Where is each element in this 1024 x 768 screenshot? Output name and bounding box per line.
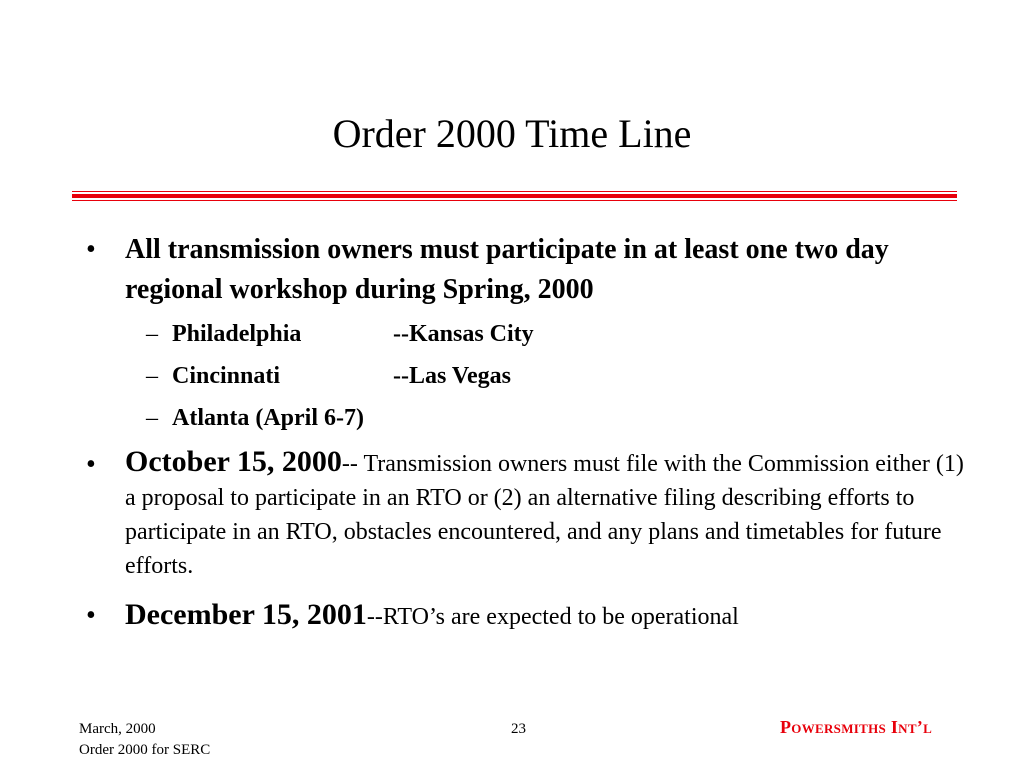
- bullet-october-deadline: [125, 445, 965, 583]
- bullet-date: October 15, 2000: [125, 445, 342, 478]
- title-divider-thick: [72, 194, 957, 198]
- sub-item-marker: –: [146, 405, 158, 431]
- sub-item-city: Philadelphia: [172, 321, 302, 347]
- title-divider-thin-top: [72, 191, 957, 192]
- footer-date: March, 2000: [79, 721, 156, 737]
- sub-item-city: Cincinnati: [172, 363, 281, 389]
- bullet-december-deadline: [125, 596, 965, 636]
- footer-subtitle: Order 2000 for SERC: [79, 742, 211, 758]
- bullet-description: -- Transmission owners must file with the Commission either (1) a proposal to participate in an RTO or (2) an alternative filing describing efforts to participate in an RTO, obstacles encountered, and any plans and timetables for future efforts.: [125, 451, 964, 579]
- brand-logo: Powersmiths Int’l: [780, 717, 933, 737]
- bullet-marker: •: [86, 449, 96, 480]
- sub-item-city: --Las Vegas: [393, 363, 512, 389]
- bullet-workshop-requirement: All transmission owners must participate in at least one two day regional workshop during Spring, 2000: [125, 234, 889, 305]
- bullet-marker: •: [86, 600, 96, 631]
- sub-item-city: --Kansas City: [393, 321, 534, 347]
- page-number: 23: [511, 721, 526, 737]
- bullet-marker: •: [86, 234, 96, 265]
- sub-item-city: Atlanta (April 6-7): [172, 405, 364, 431]
- title-divider-thin-bottom: [72, 200, 957, 201]
- bullet-date: December 15, 2001: [125, 598, 367, 631]
- bullet-description: --RTO’s are expected to be operational: [366, 604, 739, 630]
- sub-item-marker: –: [146, 321, 158, 347]
- sub-item-marker: –: [146, 363, 158, 389]
- slide-title: Order 2000 Time Line: [332, 111, 692, 156]
